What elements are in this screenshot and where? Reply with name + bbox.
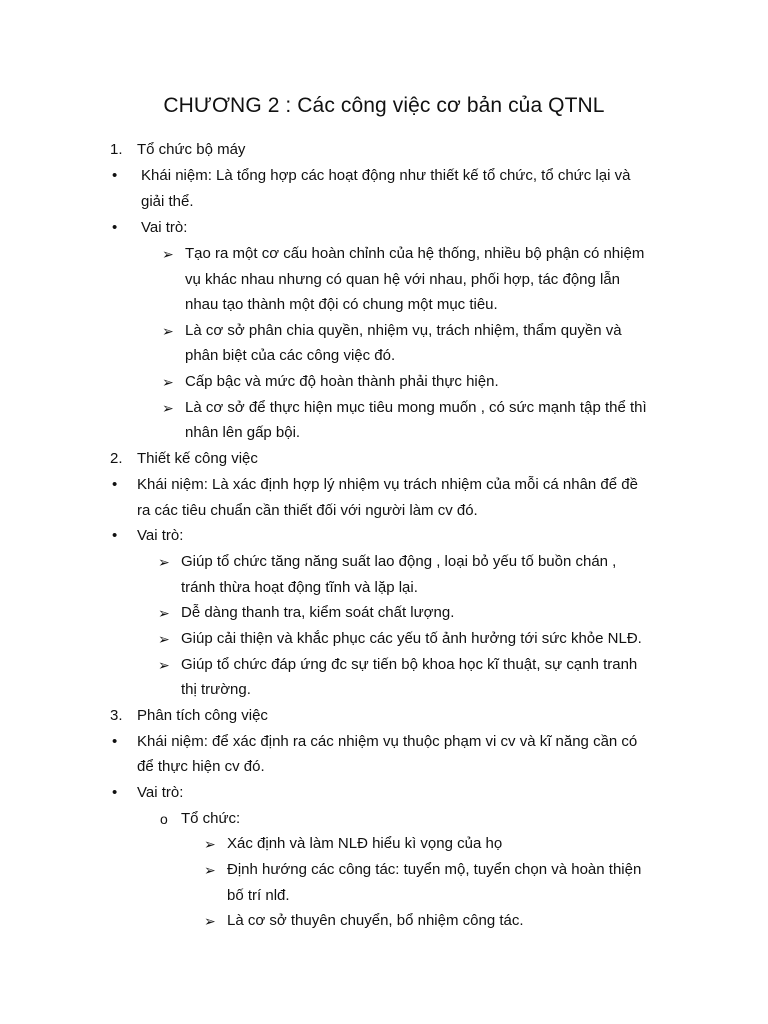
text-line: phân biệt của các công việc đó. — [185, 347, 396, 364]
text-line: thị trường. — [181, 681, 251, 698]
text-line: Vai trò: — [137, 527, 184, 544]
text-line: Khái niệm: Là xác định hợp lý nhiệm vụ trách nhiệm của mỗi cá nhân để đề — [137, 476, 638, 493]
text-line: Xác định và làm NLĐ hiểu kì vọng của họ — [227, 835, 503, 852]
text-line: Là cơ sở phân chia quyền, nhiệm vụ, trách nhiệm, thẩm quyền và — [185, 322, 622, 339]
text-line: nhau tạo thành một đội có chung một mục tiêu. — [185, 296, 498, 313]
arrow-bullet-icon: ➢ — [204, 913, 216, 929]
arrow-bullet-icon: ➢ — [162, 323, 174, 339]
section-heading-1: Tổ chức bộ máy — [137, 141, 246, 158]
text-line: tránh thừa hoạt động tĩnh và lặp lại. — [181, 579, 418, 596]
bullet-marker: • — [112, 784, 118, 801]
bullet-marker: • — [112, 733, 118, 750]
text-line: Giúp tổ chức tăng năng suất lao động , loại bỏ yếu tố buồn chán , — [181, 553, 617, 570]
arrow-bullet-icon: ➢ — [158, 631, 170, 647]
text-line: Khái niệm: Là tổng hợp các hoạt động như thiết kế tổ chức, tổ chức lại và — [141, 167, 631, 184]
bullet-marker: • — [112, 167, 118, 184]
text-line: để thực hiện cv đó. — [137, 758, 265, 775]
arrow-bullet-icon: ➢ — [162, 400, 174, 416]
number-marker-3: 3. — [110, 707, 123, 724]
text-line: Là cơ sở để thực hiện mục tiêu mong muốn , có sức mạnh tập thể thì — [185, 399, 647, 416]
text-line: nhân lên gấp bội. — [185, 424, 301, 441]
text-line: Giúp tổ chức đáp ứng đc sự tiến bộ khoa học kĩ thuật, sự cạnh tranh — [181, 656, 638, 673]
text-line: Khái niệm: để xác định ra các nhiệm vụ thuộc phạm vi cv và kĩ năng cần có — [137, 733, 638, 750]
text-line: Giúp cải thiện và khắc phục các yếu tố ảnh hưởng tới sức khỏe NLĐ. — [181, 630, 642, 647]
circle-bullet-icon: o — [160, 811, 168, 827]
arrow-bullet-icon: ➢ — [158, 657, 170, 673]
number-marker-2: 2. — [110, 450, 123, 467]
bullet-marker: • — [112, 527, 118, 544]
text-line: Cấp bậc và mức độ hoàn thành phải thực hiện. — [185, 373, 499, 390]
text-line: Là cơ sở thuyên chuyển, bổ nhiệm công tác. — [227, 912, 524, 929]
arrow-bullet-icon: ➢ — [158, 554, 170, 570]
arrow-bullet-icon: ➢ — [204, 836, 216, 852]
text-line: Tổ chức: — [181, 810, 241, 827]
text-line: Tạo ra một cơ cấu hoàn chỉnh của hệ thống, nhiều bộ phận có nhiệm — [185, 245, 645, 262]
bullet-marker: • — [112, 476, 118, 493]
number-marker-1: 1. — [110, 141, 123, 158]
text-line: ra các tiêu chuẩn cần thiết đối với người làm cv đó. — [137, 502, 478, 519]
text-line: Định hướng các công tác: tuyển mộ, tuyển chọn và hoàn thiện — [227, 861, 642, 878]
text-line: Dễ dàng thanh tra, kiểm soát chất lượng. — [181, 604, 455, 621]
text-line: Vai trò: — [137, 784, 184, 801]
arrow-bullet-icon: ➢ — [162, 246, 174, 262]
bullet-marker: • — [112, 219, 118, 236]
arrow-bullet-icon: ➢ — [162, 374, 174, 390]
chapter-title: CHƯƠNG 2 : Các công việc cơ bản của QTNL — [163, 94, 605, 117]
text-line: vụ khác nhau nhưng có quan hệ với nhau, phối hợp, tác động lẫn — [185, 271, 621, 288]
text-line: giải thể. — [141, 193, 194, 210]
arrow-bullet-icon: ➢ — [204, 862, 216, 878]
arrow-bullet-icon: ➢ — [158, 605, 170, 621]
section-heading-2: Thiết kế công việc — [137, 450, 258, 467]
section-heading-3: Phân tích công việc — [137, 707, 268, 724]
text-line: Vai trò: — [141, 219, 188, 236]
text-line: bố trí nlđ. — [227, 887, 290, 904]
